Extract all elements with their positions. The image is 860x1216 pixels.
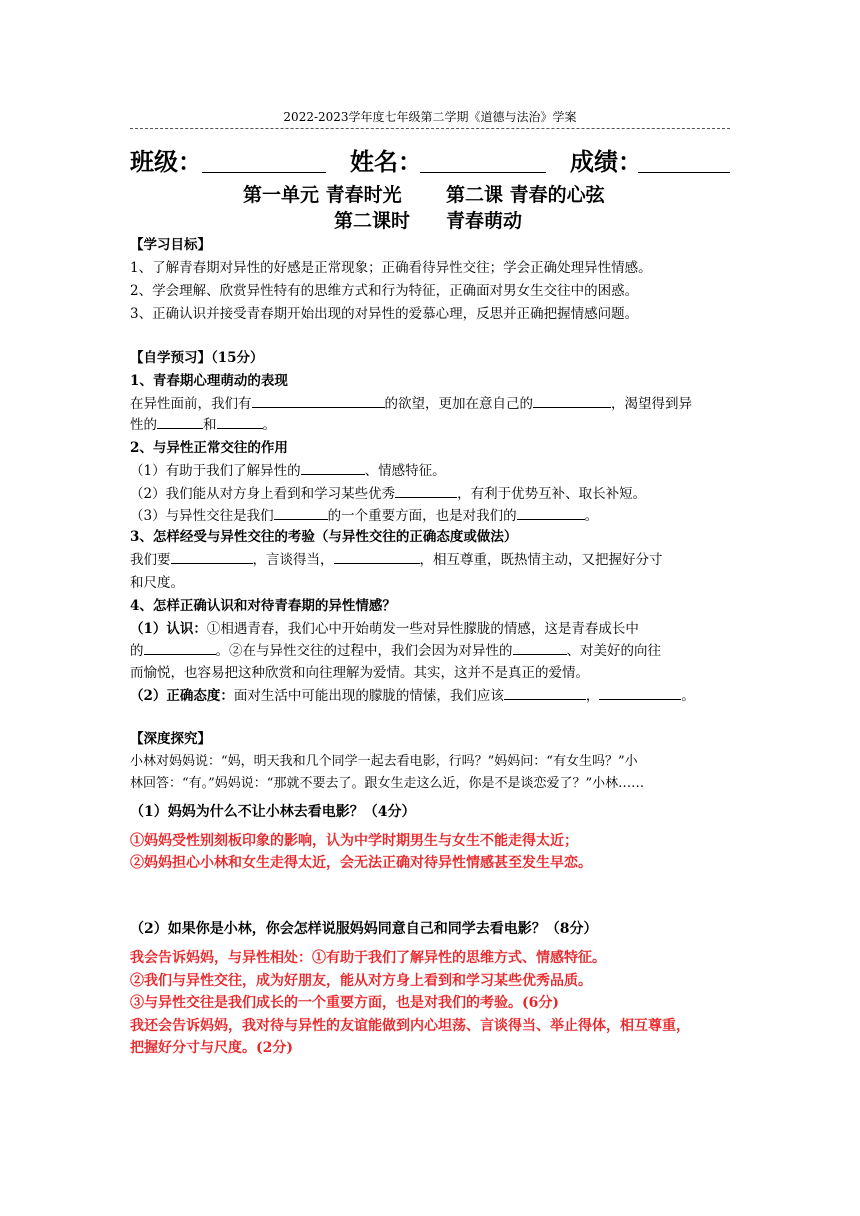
answer-blank[interactable]	[599, 686, 681, 700]
question-line: 而愉悦，也容易把这种欣赏和向往理解为爱情。其实，这并不是真正的爱情。	[130, 665, 589, 681]
question-line: （3）与异性交往是我们 的一个重要方面，也是对我们的 。	[130, 508, 599, 524]
class-label: 班级：	[130, 147, 202, 176]
answer-blank[interactable]	[157, 415, 203, 429]
answer-text: ②妈妈担心小林和女生走得太近，会无法正确对待异性情感甚至发生早恋。	[130, 855, 592, 871]
class-field[interactable]	[202, 172, 326, 173]
question-title: 1、青春期心理萌动的表现	[130, 373, 288, 389]
question-line: 我们要 ，言谈得当， ，相互尊重，既热情主动，又把握好分寸	[130, 552, 663, 568]
explore-question-2: （2）如果你是小林，你会怎样说服妈妈同意自己和同学去看电影？（8分）	[130, 921, 598, 937]
question-line: 性的 和 。	[130, 417, 276, 433]
score-label: 成绩：	[570, 147, 642, 176]
question-line: （2）正确态度：面对生活中可能出现的朦胧的情愫，我们应该 ， 。	[130, 688, 695, 704]
question-line: 的 。②在与异性交往的过程中，我们会因为对异性的 、对美好的向往	[130, 643, 661, 659]
answer-text: ②我们与异性交往，成为好朋友，能从对方身上看到和学习某些优秀品质。	[130, 973, 592, 989]
answer-blank[interactable]	[217, 415, 263, 429]
question-line: （1）有助于我们了解异性的 、情感特征。	[130, 463, 446, 479]
answer-blank[interactable]	[395, 484, 457, 498]
question-line: （2）我们能从对方身上看到和学习某些优秀 ，有利于优势互补、取长补短。	[130, 486, 647, 502]
question-title: 4、怎样正确认识和对待青春期的异性情感？	[130, 598, 396, 614]
name-field[interactable]	[420, 172, 546, 173]
answer-blank[interactable]	[252, 394, 385, 408]
name-label: 姓名：	[350, 147, 422, 176]
score-field[interactable]	[638, 172, 730, 173]
question-title: 2、与异性正常交往的作用	[130, 440, 288, 456]
explore-question-1: （1）妈妈为什么不让小林去看电影？（4分）	[130, 804, 416, 820]
answer-blank[interactable]	[504, 686, 586, 700]
answer-blank[interactable]	[301, 461, 365, 475]
question-line: 在异性面前，我们有 的欲望，更加在意自己的 ，渴望得到异	[130, 396, 692, 412]
unit-title: 第一单元 青春时光	[243, 184, 402, 206]
topic-title: 青春萌动	[446, 210, 523, 232]
document-header: 2022-2023学年度七年级第二学期《道德与法治》学案	[283, 110, 577, 124]
goals-heading: 【学习目标】	[130, 237, 211, 253]
period-title: 第二课时	[334, 210, 411, 232]
preview-heading: 【自学预习】（15分）	[130, 350, 264, 366]
answer-blank[interactable]	[533, 394, 611, 408]
question-title: 3、怎样经受与异性交往的考验（与异性交往的正确态度或做法）	[130, 529, 518, 545]
goal-item: 1、了解青春期对异性的好感是正常现象；正确看待异性交往；学会正确处理异性情感。	[130, 260, 652, 276]
answer-text: 我还会告诉妈妈，我对待与异性的友谊能做到内心坦荡、言谈得当、举止得体，相互尊重，	[130, 1018, 690, 1034]
explore-heading: 【深度探究】	[130, 731, 211, 747]
student-info-row	[130, 142, 730, 178]
answer-blank[interactable]	[274, 506, 328, 520]
story-text: 林回答：“有。”妈妈说：“那就不要去了。跟女生走这么近，你是不是谈恋爱了？”小林……	[130, 776, 645, 791]
question-line: 和尺度。	[130, 575, 184, 591]
answer-text: ①妈妈受性别刻板印象的影响，认为中学时期男生与女生不能走得太近；	[130, 833, 578, 849]
answer-blank[interactable]	[144, 641, 216, 655]
answer-text: 把握好分寸与尺度。(2分)	[130, 1040, 293, 1056]
answer-blank[interactable]	[171, 550, 253, 564]
answer-text: 我会告诉妈妈，与异性相处：①有助于我们了解异性的思维方式、情感特征。	[130, 950, 606, 966]
story-text: 小林对妈妈说：“妈，明天我和几个同学一起去看电影，行吗？”妈妈问：“有女生吗？”小	[130, 754, 638, 769]
goal-item: 3、正确认识并接受青春期开始出现的对异性的爱慕心理，反思并正确把握情感问题。	[130, 306, 639, 322]
answer-blank[interactable]	[334, 550, 420, 564]
lesson-title: 第二课 青春的心弦	[446, 184, 605, 206]
answer-blank[interactable]	[513, 641, 567, 655]
question-line: （1）认识：①相遇青春，我们心中开始萌发一些对异性朦胧的情感，这是青春成长中	[130, 621, 639, 637]
answer-text: ③与异性交往是我们成长的一个重要方面，也是对我们的考验。(6分)	[130, 995, 559, 1011]
header-divider	[130, 128, 730, 129]
goal-item: 2、学会理解、欣赏异性特有的思维方式和行为特征，正确面对男女生交往中的困惑。	[130, 283, 639, 299]
answer-blank[interactable]	[517, 506, 585, 520]
